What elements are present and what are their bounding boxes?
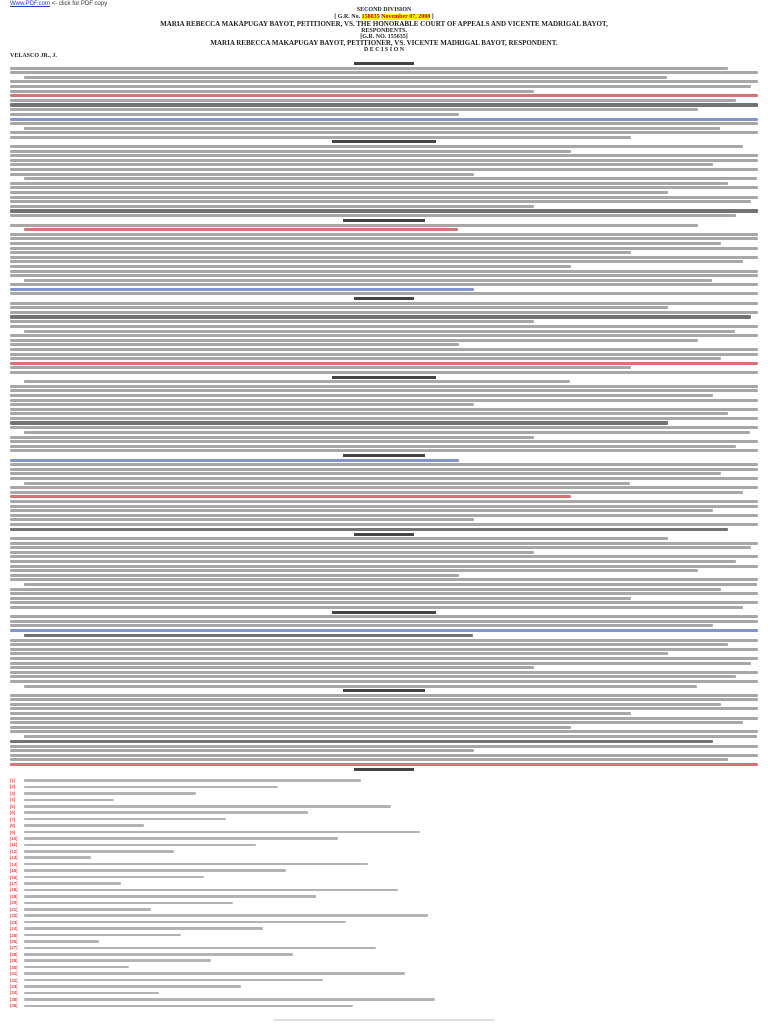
text-line <box>10 108 698 111</box>
footnote-text <box>24 979 323 982</box>
footnote-row <box>10 894 758 899</box>
decision-heading: D E C I S I O N <box>363 47 405 53</box>
text-line <box>10 186 758 189</box>
text-line <box>10 459 459 462</box>
text-line <box>10 182 728 185</box>
text-line <box>354 768 414 771</box>
text-line <box>10 242 721 245</box>
text-line <box>24 685 697 688</box>
footnote-row <box>10 997 758 1002</box>
text-line <box>10 671 758 674</box>
text-line <box>10 90 534 93</box>
footnotes-list <box>10 778 758 1016</box>
footnote-ref-link[interactable]: [25] <box>10 932 18 938</box>
text-line <box>10 168 758 171</box>
footnote-text <box>24 876 204 879</box>
footnote-row <box>10 778 758 783</box>
footnote-row <box>10 804 758 809</box>
text-line <box>10 597 631 600</box>
footnote-text <box>24 908 151 911</box>
footnote-row <box>10 817 758 822</box>
text-line <box>354 297 414 300</box>
footnote-text <box>24 927 263 930</box>
footnote-ref-link[interactable]: [9] <box>10 829 16 835</box>
footnote-ref-link[interactable]: [22] <box>10 913 18 919</box>
text-line <box>24 127 720 130</box>
text-line <box>10 265 571 268</box>
text-line <box>10 118 758 121</box>
footnote-text <box>24 863 368 866</box>
text-line <box>10 666 534 669</box>
footnote-text <box>24 934 181 937</box>
text-line <box>10 472 721 475</box>
text-line <box>24 177 757 180</box>
parties-line-2: MARIA REBECCA MAKAPUGAY BAYOT, PETITIONER, VS. VICENTE MADRIGAL BAYOT, RESPONDENT. <box>210 39 558 47</box>
footnote-ref-link[interactable]: [36] <box>10 1003 18 1009</box>
text-line <box>332 611 437 614</box>
footnote-text <box>24 844 256 847</box>
text-line <box>10 99 736 102</box>
text-line <box>10 71 758 74</box>
footnote-text <box>24 895 316 898</box>
footnote-text <box>24 779 361 782</box>
text-line <box>343 454 425 457</box>
division-heading: SECOND DIVISION <box>356 7 412 13</box>
case-prefix: [ G.R. No. <box>334 14 361 20</box>
footnote-ref-link[interactable]: [1] <box>10 778 16 783</box>
footnote-text <box>24 882 121 885</box>
case-number: 158835 <box>361 14 380 20</box>
text-line <box>24 228 458 231</box>
footnote-row <box>10 791 758 796</box>
footnote-ref-link[interactable]: [12] <box>10 848 18 854</box>
text-line <box>24 482 630 485</box>
footnote-text <box>24 998 435 1001</box>
footnote-ref-link[interactable]: [26] <box>10 938 18 944</box>
footnote-row <box>10 784 758 789</box>
footnote-ref-link[interactable]: [10] <box>10 835 18 841</box>
text-line <box>10 343 459 346</box>
footnote-text <box>24 856 91 859</box>
text-line <box>24 431 750 434</box>
text-line <box>10 283 758 286</box>
text-line <box>10 542 758 545</box>
text-line <box>10 389 758 392</box>
text-line <box>10 145 743 148</box>
footnote-row <box>10 855 758 860</box>
footnote-ref-link[interactable]: [23] <box>10 919 18 925</box>
text-line <box>10 173 474 176</box>
footnote-ref-link[interactable]: [3] <box>10 790 16 796</box>
footnote-ref-link[interactable]: [32] <box>10 977 18 983</box>
footnote-ref-link[interactable]: [21] <box>10 906 18 912</box>
text-line <box>10 730 758 733</box>
text-line <box>10 551 534 554</box>
decision-body <box>10 61 758 773</box>
text-line <box>10 639 758 642</box>
text-line <box>10 270 758 273</box>
text-line <box>10 288 474 291</box>
text-line <box>10 131 758 134</box>
text-line <box>10 537 668 540</box>
footnote-text <box>24 966 129 969</box>
text-line <box>332 376 437 379</box>
footnote-row <box>10 958 758 963</box>
footnote-text <box>24 786 278 789</box>
footnote-ref-link[interactable]: [27] <box>10 945 18 951</box>
text-line <box>10 196 758 199</box>
text-line <box>24 735 757 738</box>
footnote-text <box>24 972 405 975</box>
footnote-row <box>10 823 758 828</box>
text-line <box>343 219 425 222</box>
footnote-text <box>24 940 99 943</box>
text-line <box>10 657 758 660</box>
footnote-text <box>24 985 241 988</box>
text-line <box>10 726 571 729</box>
text-line <box>10 200 751 203</box>
footnote-row <box>10 881 758 886</box>
text-line <box>10 468 758 471</box>
text-line <box>24 380 570 383</box>
text-line <box>10 233 758 236</box>
text-line <box>10 565 758 568</box>
footnote-ref-link[interactable]: [14] <box>10 861 18 867</box>
text-line <box>10 366 631 369</box>
text-line <box>10 592 758 595</box>
footnote-row <box>10 868 758 873</box>
text-line <box>10 601 758 604</box>
footnote-row <box>10 978 758 983</box>
footnote-ref-link[interactable]: [34] <box>10 990 18 996</box>
footnote-text <box>24 992 159 995</box>
text-line <box>10 385 758 388</box>
text-line <box>10 518 474 521</box>
footnote-text <box>24 805 391 808</box>
text-line <box>10 629 758 632</box>
text-line <box>10 357 721 360</box>
text-line <box>10 749 474 752</box>
footnote-row <box>10 933 758 938</box>
text-line <box>24 583 757 586</box>
footnote-row <box>10 875 758 880</box>
footnote-row <box>10 920 758 925</box>
text-line <box>10 113 459 116</box>
footnote-ref-link[interactable]: [5] <box>10 803 16 809</box>
text-line <box>10 624 713 627</box>
text-line <box>354 62 414 65</box>
text-line <box>10 648 758 651</box>
text-line <box>10 394 713 397</box>
text-line <box>10 408 758 411</box>
text-line <box>10 440 758 443</box>
footnote-text <box>24 869 286 872</box>
text-line <box>24 330 735 333</box>
footnote-row <box>10 842 758 847</box>
text-line <box>10 371 758 374</box>
case-date: November 07, 2008 <box>381 14 431 20</box>
text-line <box>10 445 736 448</box>
footnote-ref-link[interactable]: [13] <box>10 855 18 861</box>
text-line <box>10 486 758 489</box>
text-line <box>10 302 758 305</box>
text-line <box>10 237 758 240</box>
text-line <box>10 348 758 351</box>
text-line <box>24 279 712 282</box>
ponente: VELASCO JR., J. <box>10 53 57 59</box>
parties-line-1: MARIA REBECCA MAKAPUGAY BAYOT, PETITIONER, VS. THE HONORABLE COURT OF APPEALS AND VICENTE MADRIGAL BAYOT, <box>160 20 608 28</box>
footnote-ref-link[interactable]: [17] <box>10 881 18 886</box>
text-line <box>10 260 743 263</box>
footer-rule <box>274 1019 494 1021</box>
footnote-row <box>10 965 758 970</box>
footnote-row <box>10 990 758 995</box>
text-line <box>10 311 758 314</box>
text-line <box>10 717 758 720</box>
footnote-row <box>10 1003 758 1008</box>
text-line <box>10 421 668 424</box>
footnote-row <box>10 887 758 892</box>
text-line <box>10 620 758 623</box>
text-line <box>10 574 459 577</box>
text-line <box>10 662 751 665</box>
text-line <box>10 694 758 697</box>
footnote-row <box>10 900 758 905</box>
footnote-ref-link[interactable]: [33] <box>10 984 18 989</box>
text-line <box>10 740 713 743</box>
text-line <box>10 334 758 337</box>
footnote-row <box>10 952 758 957</box>
case-suffix: ] <box>431 14 434 20</box>
text-line <box>10 399 758 402</box>
footnote-ref-link[interactable]: [2] <box>10 784 16 790</box>
text-line <box>10 745 758 748</box>
text-line <box>10 763 758 766</box>
text-line <box>10 754 758 757</box>
text-line <box>10 306 668 309</box>
text-line <box>332 140 437 143</box>
text-line <box>24 76 667 79</box>
text-line <box>10 292 758 295</box>
footnote-ref-link[interactable]: [7] <box>10 816 16 822</box>
text-line <box>10 85 751 88</box>
text-line <box>10 514 758 517</box>
footnote-ref-link[interactable]: [28] <box>10 951 18 957</box>
text-line <box>10 67 728 70</box>
text-line <box>10 495 571 498</box>
text-line <box>10 680 758 683</box>
text-line <box>10 315 751 318</box>
footnote-ref-link[interactable]: [24] <box>10 926 18 932</box>
text-line <box>10 505 758 508</box>
footnote-text <box>24 824 144 827</box>
footnote-ref-link[interactable]: [20] <box>10 900 18 906</box>
text-line <box>10 205 534 208</box>
footnote-ref-link[interactable]: [4] <box>10 797 16 803</box>
pdf-link[interactable]: Www.PDF.com <box>10 1 51 7</box>
text-line <box>10 449 758 452</box>
text-line <box>10 214 736 217</box>
footnote-row <box>10 939 758 944</box>
pdf-link-hint: <- click for PDF copy <box>51 1 108 7</box>
footnote-ref-link[interactable]: [11] <box>10 842 18 848</box>
footnote-row <box>10 913 758 918</box>
footnote-text <box>24 811 308 814</box>
footnote-text <box>24 921 346 924</box>
footnote-row <box>10 797 758 802</box>
footnote-ref-link[interactable]: [29] <box>10 958 18 964</box>
footnote-text <box>24 959 211 962</box>
text-line <box>10 362 758 365</box>
text-line <box>354 533 414 536</box>
text-line <box>10 555 758 558</box>
text-line <box>10 403 474 406</box>
footnote-ref-link[interactable]: [15] <box>10 868 18 874</box>
text-line <box>10 546 751 549</box>
text-line <box>10 163 713 166</box>
footnote-text <box>24 953 293 956</box>
text-line <box>10 758 728 761</box>
text-line <box>10 491 743 494</box>
footnote-text <box>24 947 376 950</box>
footnote-text <box>24 792 196 795</box>
footnote-ref-link[interactable]: [16] <box>10 874 18 880</box>
text-line <box>10 523 758 526</box>
footnote-row <box>10 836 758 841</box>
footnote-text <box>24 850 174 853</box>
footnote-ref-link[interactable]: [19] <box>10 893 18 899</box>
text-line <box>10 569 698 572</box>
text-line <box>10 191 668 194</box>
text-line <box>10 721 743 724</box>
footnote-ref-link[interactable]: [30] <box>10 964 18 970</box>
text-line <box>10 417 758 420</box>
text-line <box>10 209 758 212</box>
text-line <box>10 652 668 655</box>
footnote-ref-link[interactable]: [31] <box>10 971 18 977</box>
footnote-row <box>10 810 758 815</box>
text-line <box>10 256 758 259</box>
footnote-row <box>10 907 758 912</box>
text-line <box>10 606 743 609</box>
text-line <box>10 707 758 710</box>
footnote-text <box>24 818 226 821</box>
footnote-text <box>24 914 428 917</box>
text-line <box>10 325 758 328</box>
footnote-text <box>24 889 398 892</box>
footnote-row <box>10 926 758 931</box>
text-line <box>10 150 571 153</box>
footnote-ref-link[interactable]: [8] <box>10 823 16 829</box>
text-line <box>24 634 473 637</box>
text-line <box>10 339 698 342</box>
text-line <box>10 136 631 139</box>
text-line <box>10 353 758 356</box>
text-line <box>10 94 758 97</box>
second-case-number: [G.R. NO. 155635] <box>360 34 408 40</box>
text-line <box>10 251 631 254</box>
footnote-row <box>10 830 758 835</box>
text-line <box>10 412 728 415</box>
parties-line-1b: RESPONDENTS. <box>361 28 407 34</box>
text-line <box>10 509 713 512</box>
footnote-row <box>10 849 758 854</box>
text-line <box>10 426 758 429</box>
text-line <box>10 247 758 250</box>
text-line <box>10 698 758 701</box>
text-line <box>10 154 758 157</box>
text-line <box>10 578 758 581</box>
footnote-text <box>24 837 338 840</box>
text-line <box>10 643 728 646</box>
footnote-text <box>24 902 233 905</box>
text-line <box>10 80 758 83</box>
text-line <box>10 436 534 439</box>
text-line <box>10 122 758 125</box>
text-line <box>10 224 698 227</box>
text-line <box>10 463 758 466</box>
footnote-row <box>10 971 758 976</box>
text-line <box>10 320 534 323</box>
text-line <box>10 274 758 277</box>
footnote-ref-link[interactable]: [35] <box>10 996 18 1002</box>
text-line <box>10 477 758 480</box>
text-line <box>10 500 758 503</box>
text-line <box>10 103 758 106</box>
footnote-text <box>24 831 420 834</box>
text-line <box>10 615 758 618</box>
footnote-ref-link[interactable]: [6] <box>10 810 16 816</box>
text-line <box>10 675 736 678</box>
footnote-text <box>24 799 114 802</box>
footnote-row <box>10 862 758 867</box>
text-line <box>10 560 736 563</box>
text-line <box>10 528 728 531</box>
footnote-text <box>24 1005 353 1008</box>
text-line <box>10 159 758 162</box>
page-footer <box>0 1017 768 1022</box>
text-line <box>10 712 631 715</box>
text-line <box>343 689 425 692</box>
text-line <box>10 588 721 591</box>
footnote-row <box>10 984 758 989</box>
text-line <box>10 703 721 706</box>
footnote-row <box>10 945 758 950</box>
footnote-ref-link[interactable]: [18] <box>10 887 18 893</box>
